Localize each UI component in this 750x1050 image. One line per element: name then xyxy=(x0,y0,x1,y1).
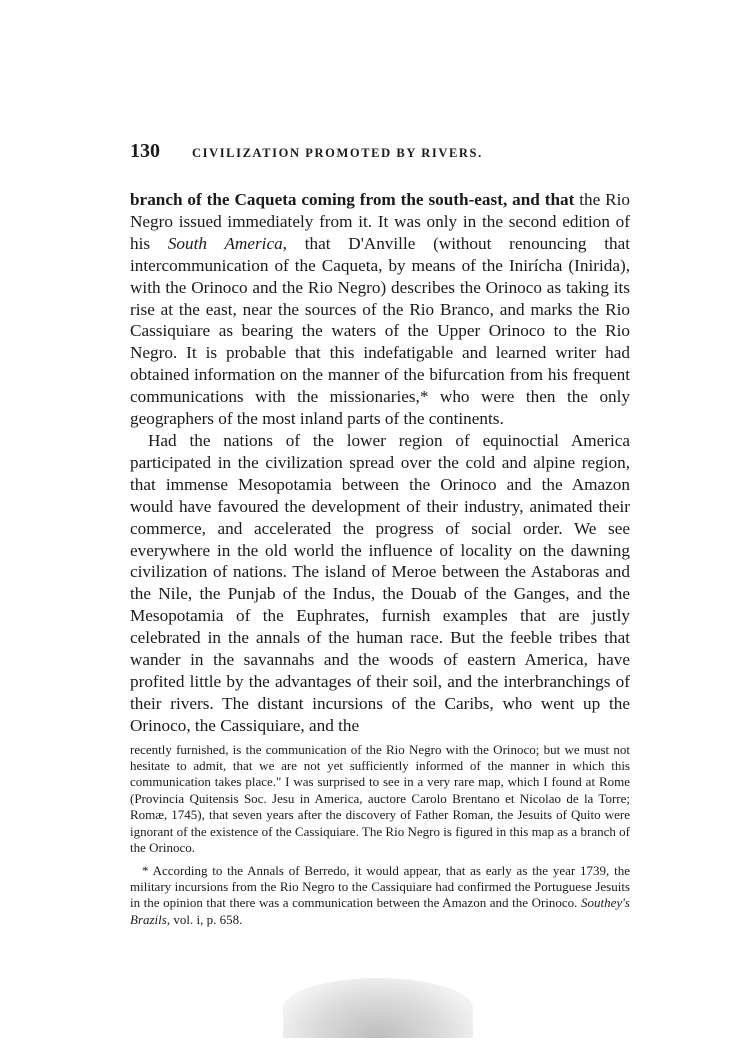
book-title-south-america: South America xyxy=(167,233,283,253)
paragraph-1-lead: branch of the Caqueta coming from the south-east, and that xyxy=(130,190,575,209)
paragraph-1-text-b: , that D'Anville (without renouncing that intercommunication of the Caqueta, by means of the Inirícha (Inirida), with the Orinoco and the Rio Negro) describes the Orinoco as taking its rise at the east, near the sources of the Rio Branco, and marks the Rio Cassiquiare as bearing the waters of the Upper Orinoco to the Rio Negro. It is probable that this indefatigable and learned writer had obtained information on the manner of the bifurcation from his frequent communications with the missionaries,* who were then the only geographers of the most inland parts of the continents. xyxy=(130,233,630,429)
book-page xyxy=(130,140,630,928)
footnote-continued: recently furnished, is the communication of the Rio Negro with the Orinoco; but we must not hesitate to admit, that we are not yet sufficiently informed of the manner in which this communication takes place." I was surprised to see in a very rare map, which I found at Rome (Provincia Quitensis Soc. Jesu in America, auctore Carolo Brentano et Nicolao de la Torre; Romæ, 1745), that seven years after the discovery of Father Roman, the Jesuits of Quito were ignorant of the existence of the Cassiquiare. The Rio Negro is figured in this map as a branch of the Orinoco. xyxy=(130,741,630,856)
paragraph-1-text-a: the Rio Negro issued immediately from it. It was only in the second edition of his xyxy=(130,190,630,253)
page-header xyxy=(130,140,630,163)
paragraph-1 xyxy=(130,189,630,430)
paragraph-2: Had the nations of the lower region of equinoctial America participated in the civilization spread over the cold and alpine region, that immense Mesopotamia between the Orinoco and the Amazon would have favoured the development of their industry, animated their commerce, and accelerated the progress of social order. We see everywhere in the old world the influence of locality on the dawning civilization of nations. The island of Meroe between the Astaboras and the Nile, the Punjab of the Indus, the Douab of the Ganges, and the Mesopotamia of the Euphrates, furnish examples that are justly celebrated in the annals of the human race. But the feeble tribes that wander in the savannahs and the woods of eastern America, have profited little by the advantages of their soil, and the interbranchings of their rivers. The distant incursions of the Caribs, who went up the Orinoco, the Cassiquiare, and the xyxy=(130,430,630,735)
footnote-star-text-b: , vol. i, p. 658. xyxy=(166,911,243,927)
footnote-star xyxy=(130,863,630,929)
scan-smudge xyxy=(283,978,473,1038)
footnotes xyxy=(130,742,630,928)
footnote-source-title: Southey's Brazils xyxy=(130,895,630,927)
page-number: 130 xyxy=(130,140,160,162)
running-head: CIVILIZATION PROMOTED BY RIVERS. xyxy=(192,146,483,160)
footnote-star-text-a: * According to the Annals of Berredo, it would appear, that as early as the year 1739, the military incursions from the Rio Negro to the Cassiquiare had confirmed the Portuguese Jesuits in the opinion that there was a communication between the Amazon and the Orinoco. xyxy=(130,862,630,911)
